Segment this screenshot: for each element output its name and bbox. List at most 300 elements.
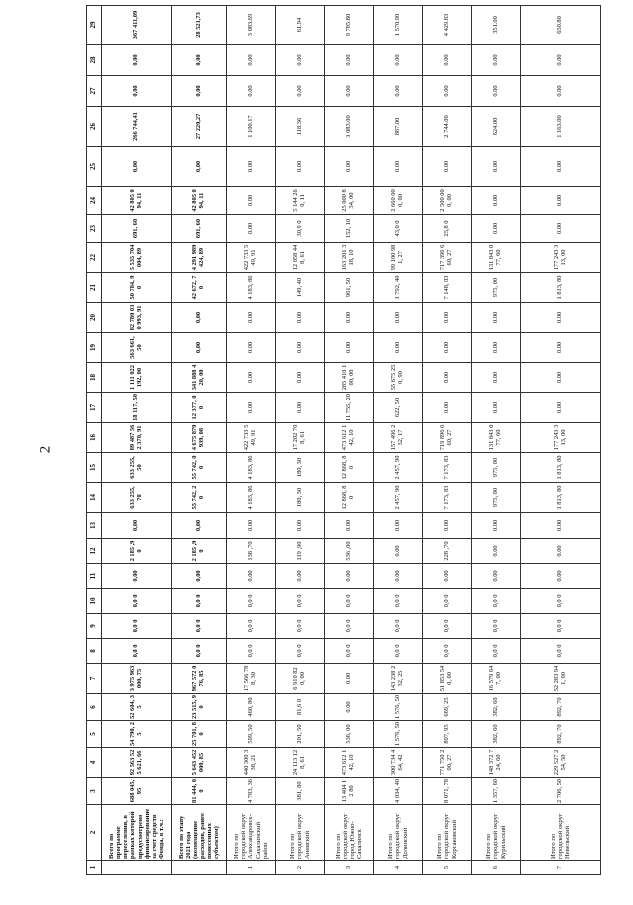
header-cell: 15 [87, 453, 102, 483]
header-cell: 10 [87, 589, 102, 614]
table-cell: 180, 30 [276, 483, 325, 513]
header-cell: 26 [87, 107, 102, 147]
table-cell: 148 372 724, 60 [472, 748, 521, 778]
header-cell: 25 [87, 147, 102, 187]
table-cell: 0.00 [227, 393, 276, 423]
table-row [374, 6, 423, 875]
table-cell: 0.00 [472, 539, 521, 564]
table-cell: 0.00 [374, 147, 423, 187]
table-cell: 0,0 0 [227, 614, 276, 639]
table-cell: 0.00 [521, 303, 601, 333]
table-cell: 440 300 338, 21 [227, 748, 276, 778]
table-cell: 0.00 [325, 694, 374, 721]
table-cell: 1 111 022 192, 00 [102, 363, 172, 393]
table-cell: 0.00 [374, 76, 423, 107]
table-cell: 4 034, 40 [374, 778, 423, 805]
table-cell: 229 527 254, 50 [521, 748, 601, 778]
table-cell: 4 291 989 424, 89 [172, 243, 227, 273]
row-name-cell: Итого по городской округ Анивский [276, 805, 325, 861]
table-cell: 0,0 0 [172, 639, 227, 664]
table-cell: 1 357, 60 [472, 778, 521, 805]
table-cell: 0.00 [521, 539, 601, 564]
table-cell: 4 183, 86 [227, 453, 276, 483]
table-cell: 5 535 704 004, 89 [102, 243, 172, 273]
table-cell: 0.00 [521, 187, 601, 215]
table-cell: 8 071, 78 [423, 778, 472, 805]
table-cell: 0,0 0 [423, 614, 472, 639]
table-cell: 131 843 077, 60 [472, 243, 521, 273]
table-cell: 0,0 0 [472, 639, 521, 664]
table-cell: 81 444, 00 [172, 778, 227, 805]
table-cell: 892, 70 [521, 721, 601, 748]
table-cell: 0.00 [472, 215, 521, 243]
table-cell: 0.00 [472, 393, 521, 423]
table-cell: 0.00 [325, 76, 374, 107]
table-cell: 4 675 879 939, 08 [172, 423, 227, 453]
table-cell: 0,0 0 [423, 639, 472, 664]
table-cell: 23 515, 90 [172, 694, 227, 721]
table-cell: 0.00 [423, 513, 472, 539]
table-cell: 2 660 000, 00 [374, 187, 423, 215]
table-cell: 536 ,00 [325, 539, 374, 564]
table-cell: 4 183, 86 [227, 483, 276, 513]
header-cell: 19 [87, 333, 102, 363]
table-cell: 0,0 0 [227, 639, 276, 664]
table-cell: 975, 00 [472, 453, 521, 483]
table-row [423, 6, 472, 875]
header-cell: 14 [87, 483, 102, 513]
table-cell: 42 805 094, 11 [102, 187, 172, 215]
table-cell: 2 744.00 [423, 107, 472, 147]
table-cell: 473 612 142, 10 [325, 748, 374, 778]
table-cell: 11 755, 20 [325, 393, 374, 423]
table-cell: 17 202 708, 61 [276, 423, 325, 453]
table-cell: 0.00 [276, 333, 325, 363]
table-cell: 55 742, 00 [172, 453, 227, 483]
table-cell: 382, 60 [472, 721, 521, 748]
table-cell: 2 457, 90 [374, 453, 423, 483]
table-cell: 473 612 142, 10 [325, 423, 374, 453]
table-cell [102, 861, 172, 875]
table-cell: 157 496 232, 17 [374, 423, 423, 453]
table-cell: 50 784, 90 [102, 273, 172, 303]
table-cell: 152, 10 [325, 215, 374, 243]
table-cell: 892, 70 [521, 694, 601, 721]
table-cell: 1 813, 80 [521, 453, 601, 483]
table-cell: 266 744,41 [102, 107, 172, 147]
table-cell: 0,0 0 [374, 614, 423, 639]
table-cell: 0.00 [325, 45, 374, 76]
table-cell: 0,0 0 [521, 589, 601, 614]
table-cell: 0,00 [172, 303, 227, 333]
table-cell: 131 843 077, 60 [472, 423, 521, 453]
table-cell: 143 238 232, 25 [374, 664, 423, 694]
table-cell: 25 701, 80 [172, 721, 227, 748]
table-row [276, 6, 325, 875]
header-cell: 11 [87, 564, 102, 589]
table-cell: 0,0 0 [102, 589, 172, 614]
table-cell: 717 396 660, 27 [423, 243, 472, 273]
table-cell: 7 148, 03 [423, 273, 472, 303]
header-cell: 9 [87, 614, 102, 639]
table-cell: 285 410 100, 00 [325, 363, 374, 393]
table-cell: 0,00 [172, 45, 227, 76]
table-cell: 0.00 [227, 363, 276, 393]
table-cell: 13 404 12 80 [325, 778, 374, 805]
table-cell: 7 173, 83 [423, 453, 472, 483]
table-cell: 367 411,09 [102, 6, 172, 45]
table-cell: 633 255, 70 [102, 483, 172, 513]
table-cell: 118.36 [276, 107, 325, 147]
table-cell: 3 [325, 861, 374, 875]
table-cell: 0.00 [227, 147, 276, 187]
table-cell: 975, 00 [472, 483, 521, 513]
table-cell: 967 572 076, 85 [172, 664, 227, 694]
table-cell: 0.00 [227, 513, 276, 539]
table-cell: 563 661, 50 [102, 333, 172, 363]
table-cell: 99 100 981, 27 [374, 243, 423, 273]
page-number: 2 [37, 445, 54, 454]
table-cell: 0.00 [472, 564, 521, 589]
table-cell: 1 576, 50 [374, 694, 423, 721]
table-cell: 0,0 0 [227, 589, 276, 614]
header-cell: 23 [87, 215, 102, 243]
header-cell: 17 [87, 393, 102, 423]
table-cell: 3 083.69 [227, 6, 276, 45]
table-cell: 422 733 549, 91 [227, 423, 276, 453]
table-cell: 669, 25 [423, 694, 472, 721]
table-cell: 0.00 [472, 76, 521, 107]
table-cell: 0.00 [325, 147, 374, 187]
table-cell: 0.00 [521, 564, 601, 589]
table-cell [172, 861, 227, 875]
table-cell: 0,0 0 [472, 589, 521, 614]
table-cell: 650.80 [521, 6, 601, 45]
table-cell: 0.00 [227, 215, 276, 243]
table-cell: 0.00 [276, 513, 325, 539]
table-cell: 0.00 [374, 539, 423, 564]
table-row [102, 6, 172, 875]
table-cell: 0,00 [102, 76, 172, 107]
table-cell: 719 896 660, 27 [423, 423, 472, 453]
table-cell: 180, 30 [276, 453, 325, 483]
table-cell: 0.00 [325, 564, 374, 589]
table-cell: 771 750 200, 27 [423, 748, 472, 778]
table-cell: 1 576, 50 [374, 721, 423, 748]
table-cell: 89 487 562 370, 91 [102, 423, 172, 453]
table-cell: 3 975 963 000, 75 [102, 664, 172, 694]
table-cell: 0.00 [423, 303, 472, 333]
table-cell: 633 255, 50 [102, 453, 172, 483]
table-cell: 55 742, 20 [172, 483, 227, 513]
table-cell: 0,0 0 [325, 589, 374, 614]
table-cell: 1 813, 80 [521, 483, 601, 513]
table-cell: 0.00 [374, 333, 423, 363]
table-cell: 0.00 [521, 147, 601, 187]
table-cell: 1 792, 40 [374, 273, 423, 303]
table-cell: 2 706, 50 [521, 778, 601, 805]
table-cell: 5 [423, 861, 472, 875]
table-cell: 0,0 0 [325, 639, 374, 664]
table-cell: 0.00 [325, 664, 374, 694]
table-cell: 0,00 [172, 333, 227, 363]
header-cell: 8 [87, 639, 102, 664]
table-cell: 0.00 [521, 393, 601, 423]
table-cell: 2 500 000, 00 [423, 187, 472, 215]
table-cell: 0,0 0 [102, 639, 172, 664]
header-cell: 3 [87, 778, 102, 805]
header-cell: 1 [87, 861, 102, 875]
header-cell: 2 [87, 805, 102, 861]
table-cell: 0.00 [521, 513, 601, 539]
table-cell: 381, 80 [276, 778, 325, 805]
table-cell: 0.00 [423, 363, 472, 393]
table-cell: 887.00 [374, 107, 423, 147]
table-cell: 12 868, 80 [325, 453, 374, 483]
table-cell: 0,00 [102, 147, 172, 187]
table-cell: 1 163.00 [521, 107, 601, 147]
table-cell: 460, 80 [227, 694, 276, 721]
table-cell: 0.00 [521, 76, 601, 107]
table-cell: 25,8 0 [423, 215, 472, 243]
table-cell: 0.00 [276, 393, 325, 423]
table-cell: 27 220,27 [172, 107, 227, 147]
table-cell: 0.00 [472, 45, 521, 76]
table-cell: 0.00 [325, 333, 374, 363]
table-cell: 0.00 [423, 76, 472, 107]
table-cell: 0.00 [423, 45, 472, 76]
table-cell: 0,0 0 [276, 589, 325, 614]
header-cell: 16 [87, 423, 102, 453]
table-cell: 0,00 [172, 147, 227, 187]
row-name-cell: Итого по городской округ Курильский [472, 805, 521, 861]
table-cell: 138 ,70 [227, 539, 276, 564]
table-cell: 0.00 [423, 393, 472, 423]
table-cell: 0.00 [472, 333, 521, 363]
table-cell: 0.00 [276, 76, 325, 107]
header-cell: 22 [87, 243, 102, 273]
table-cell: 25 000 834, 00 [325, 187, 374, 215]
table-cell: 624.00 [472, 107, 521, 147]
table-cell: 82 780 030 993, 91 [102, 303, 172, 333]
table-cell: 177 243 313, 00 [521, 243, 601, 273]
table-cell: 382, 60 [472, 694, 521, 721]
table-cell: 0.00 [227, 303, 276, 333]
table-cell: 18 117, 50 [102, 393, 172, 423]
table-cell: 0.00 [423, 564, 472, 589]
table-cell: 0.00 [374, 303, 423, 333]
table-cell: 0,0 0 [423, 589, 472, 614]
table-cell: 0,00 [102, 45, 172, 76]
header-cell: 12 [87, 539, 102, 564]
row-name-cell: Всего по этапу 2021 года (возмещение расходов, ранее понесенных субъектом) [172, 805, 227, 861]
table-cell: 0.00 [374, 45, 423, 76]
table-cell: 0.00 [423, 147, 472, 187]
table-cell: 0.00 [325, 303, 374, 333]
table-cell: 975, 00 [472, 273, 521, 303]
table-cell: 0.00 [276, 147, 325, 187]
table-cell: 0.00 [276, 45, 325, 76]
table-cell: 24 113 128, 61 [276, 748, 325, 778]
table-cell: 0,0 0 [374, 639, 423, 664]
table-cell: 2 457, 90 [374, 483, 423, 513]
table-cell: 0.00 [227, 187, 276, 215]
table-cell: 0,0 0 [472, 614, 521, 639]
table-cell: 17 566 788, 30 [227, 664, 276, 694]
table-cell: 0,0 0 [374, 589, 423, 614]
table-cell: 16 579 647, 00 [472, 664, 521, 694]
table-cell: 691, 60 [172, 215, 227, 243]
table-cell: 12 377, 00 [172, 393, 227, 423]
table-cell: 622, 50 [374, 393, 423, 423]
table-cell: 0.00 [472, 187, 521, 215]
table-cell: 0,00 [172, 76, 227, 107]
table-cell: 0,00 [172, 513, 227, 539]
table-cell: 55 675 250, 90 [374, 363, 423, 393]
table-cell: 1 813, 80 [521, 273, 601, 303]
table-cell: 228 ,70 [423, 539, 472, 564]
table-cell: 0,0 0 [521, 614, 601, 639]
table-cell: 30,9 0 [276, 215, 325, 243]
table-cell: 0.00 [423, 333, 472, 363]
table-cell: 0,0 0 [325, 614, 374, 639]
header-cell: 29 [87, 6, 102, 45]
table-cell: 6 910 820, 00 [276, 664, 325, 694]
table-cell: 28 521,73 [172, 6, 227, 45]
table-cell: 0.00 [521, 45, 601, 76]
table-row [472, 6, 521, 875]
row-name-cell: Итого по городской округ Корсаковский [423, 805, 472, 861]
table-cell: 897, 95 [423, 721, 472, 748]
table-cell: 52 604, 35 [102, 694, 172, 721]
table-cell: 0.00 [472, 363, 521, 393]
table-cell: 0.00 [227, 76, 276, 107]
row-name-cell: Итого по городской округ Невельский [521, 805, 601, 861]
table-cell: 2 185 ,90 [172, 539, 227, 564]
table-cell: 12 058 448, 61 [276, 243, 325, 273]
table-cell: 81,6 0 [276, 694, 325, 721]
table-cell: 0,00 [102, 513, 172, 539]
table-cell: 688 045, 95 [102, 778, 172, 805]
table-cell: 300 734 464, 42 [374, 748, 423, 778]
table-cell: 0,0 0 [276, 639, 325, 664]
table-row [172, 6, 227, 875]
header-cell: 20 [87, 303, 102, 333]
table-cell: 0.00 [276, 363, 325, 393]
table-cell: 0,0 0 [172, 589, 227, 614]
table-cell: 51 853 540, 00 [423, 664, 472, 694]
rotated-table-wrapper [86, 10, 601, 875]
table-cell: 0.00 [472, 513, 521, 539]
table-cell: 422 733 549, 91 [227, 243, 276, 273]
header-cell: 24 [87, 187, 102, 215]
table-row [227, 6, 276, 875]
table-cell: 7 [521, 861, 601, 875]
header-cell: 6 [87, 694, 102, 721]
table-cell: 0,00 [102, 564, 172, 589]
table-cell: 6 [472, 861, 521, 875]
table-cell: 0.00 [227, 564, 276, 589]
data-table [86, 5, 601, 875]
table-cell: 5 144 260, 11 [276, 187, 325, 215]
table-cell: 7 173, 83 [423, 483, 472, 513]
table-cell: 149, 40 [276, 273, 325, 303]
table-cell: 119 ,90 [276, 539, 325, 564]
table-cell: 351.00 [472, 6, 521, 45]
table-cell: 2 185 ,90 [102, 539, 172, 564]
table-cell: 0.00 [472, 147, 521, 187]
row-name-cell: Итого по городской округ Александровск-Сахалинский район [227, 805, 276, 861]
table-cell: 0,0 0 [102, 614, 172, 639]
table-cell: 0,0 0 [521, 639, 601, 664]
header-cell: 21 [87, 273, 102, 303]
table-cell: 1 [227, 861, 276, 875]
table-cell: 1 100.17 [227, 107, 276, 147]
header-cell: 13 [87, 513, 102, 539]
table-cell: 12 868, 80 [325, 483, 374, 513]
table-cell: 42 805 094, 11 [172, 187, 227, 215]
table-cell: 61.94 [276, 6, 325, 45]
table-cell: 3 083.00 [325, 107, 374, 147]
header-cell: 27 [87, 76, 102, 107]
table-cell: 0.00 [227, 333, 276, 363]
table-cell: 0.00 [521, 215, 601, 243]
table-cell: 4 183, 86 [227, 273, 276, 303]
table-cell: 42 672, 70 [172, 273, 227, 303]
table-cell: 536, 00 [325, 721, 374, 748]
table-cell: 0.00 [276, 564, 325, 589]
table-cell: 691, 60 [102, 215, 172, 243]
table-cell: 5 643 452 000, 85 [172, 748, 227, 778]
table-cell: 0,00 [172, 564, 227, 589]
header-cell: 7 [87, 664, 102, 694]
header-cell: 28 [87, 45, 102, 76]
table-cell: 341 888 420, 00 [172, 363, 227, 393]
table-cell: 0.00 [374, 564, 423, 589]
table-cell: 201, 50 [276, 721, 325, 748]
table-cell: 2 [276, 861, 325, 875]
table-cell: 9 785.80 [325, 6, 374, 45]
table-cell: 0.00 [521, 333, 601, 363]
table-cell: 0.00 [276, 303, 325, 333]
table-cell: 4 783, 36 [227, 778, 276, 805]
table-cell: 52 283 941, 00 [521, 664, 601, 694]
table-cell: 4 [374, 861, 423, 875]
header-row [87, 6, 102, 875]
row-name-cell: Итого по городской округ Долинский [374, 805, 423, 861]
table-cell: 54 790, 25 [102, 721, 172, 748]
table-cell: 0.00 [521, 363, 601, 393]
table-cell: 43,0 0 [374, 215, 423, 243]
row-name-cell: Итого по городской округ город Южно-Сахалинск [325, 805, 374, 861]
header-cell: 18 [87, 363, 102, 393]
table-cell: 0,0 0 [276, 614, 325, 639]
header-cell: 4 [87, 748, 102, 778]
table-cell: 4 429.83 [423, 6, 472, 45]
header-cell: 5 [87, 721, 102, 748]
table-row [521, 6, 601, 875]
table-cell: 177 243 313, 00 [521, 423, 601, 453]
table-cell: 0.00 [227, 45, 276, 76]
table-cell: 961, 50 [325, 273, 374, 303]
table-cell: 163 201 318, 10 [325, 243, 374, 273]
table-row [325, 6, 374, 875]
table-cell: 599, 50 [227, 721, 276, 748]
table-cell: 0.00 [374, 513, 423, 539]
table-cell: 92 563 525 621, 66 [102, 748, 172, 778]
row-name-cell: Всего по программе переселения, в рамках которой предусмотрено финансирование за счет средств Фонда, в т.ч.: [102, 805, 172, 861]
table-cell: 0.00 [472, 303, 521, 333]
